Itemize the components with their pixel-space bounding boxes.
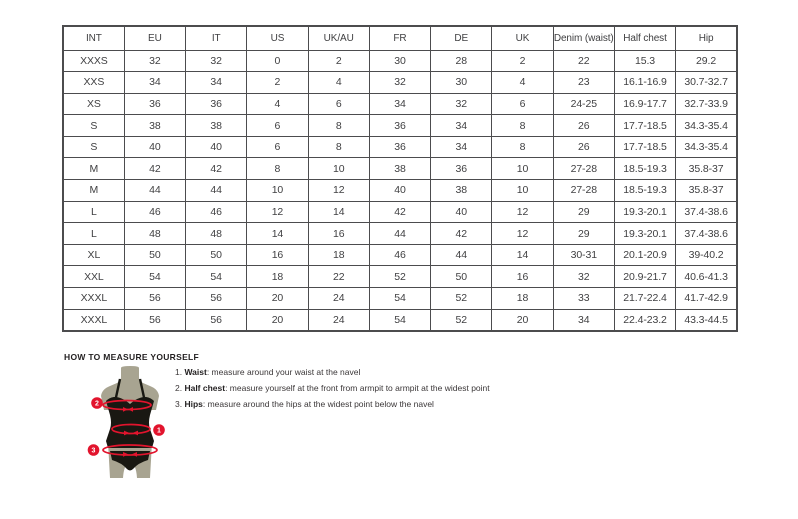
table-cell: L — [63, 201, 124, 223]
table-cell: 54 — [186, 266, 247, 288]
table-cell: 46 — [369, 244, 430, 266]
table-cell: 8 — [247, 158, 308, 180]
table-cell: 33 — [553, 288, 614, 310]
column-header: Denim (waist) — [553, 26, 614, 50]
table-row — [63, 288, 737, 310]
table-cell: 10 — [247, 180, 308, 202]
table-cell: M — [63, 180, 124, 202]
table-cell: 18 — [247, 266, 308, 288]
table-cell: 14 — [308, 201, 369, 223]
table-row — [63, 136, 737, 158]
table-cell: 32 — [186, 50, 247, 72]
table-cell: 29.2 — [676, 50, 737, 72]
table-cell: 22.4-23.2 — [614, 309, 675, 331]
table-cell: 36 — [186, 93, 247, 115]
measure-step-half-chest — [175, 384, 490, 393]
step-number: 3. — [175, 398, 185, 409]
table-cell: 16 — [247, 244, 308, 266]
table-cell: 14 — [492, 244, 553, 266]
step-text: : measure around your waist at the navel — [206, 367, 361, 377]
table-cell: 21.7-22.4 — [614, 288, 675, 310]
step-label: Half chest — [184, 382, 226, 393]
column-header: Hip — [676, 26, 737, 50]
table-row — [63, 266, 737, 288]
table-cell: XS — [63, 93, 124, 115]
table-cell: 12 — [492, 201, 553, 223]
table-cell: 46 — [186, 201, 247, 223]
table-row — [63, 158, 737, 180]
table-cell: 10 — [492, 158, 553, 180]
table-cell: 16 — [492, 266, 553, 288]
step-text: : measure yourself at the front from armpit to armpit at the widest point — [225, 382, 490, 393]
half-chest-badge — [91, 397, 103, 409]
table-cell: 15.3 — [614, 50, 675, 72]
table-row — [63, 244, 737, 266]
table-cell: 2 — [492, 50, 553, 72]
table-cell: 42 — [186, 158, 247, 180]
table-cell: 28 — [431, 50, 492, 72]
table-cell: M — [63, 158, 124, 180]
table-cell: 10 — [308, 158, 369, 180]
table-cell: 48 — [124, 223, 185, 245]
table-row — [63, 223, 737, 245]
table-cell: 16.9-17.7 — [614, 93, 675, 115]
table-cell: 32 — [431, 93, 492, 115]
table-cell: 14 — [247, 223, 308, 245]
table-cell: 42 — [369, 201, 430, 223]
table-cell: 37.4-38.6 — [676, 223, 737, 245]
table-cell: L — [63, 223, 124, 245]
table-row — [63, 50, 737, 72]
table-cell: 4 — [492, 72, 553, 94]
table-cell: 37.4-38.6 — [676, 201, 737, 223]
header-row — [63, 26, 737, 50]
table-cell: 42 — [124, 158, 185, 180]
table-cell: 18 — [492, 288, 553, 310]
table-cell: 6 — [247, 115, 308, 137]
table-cell: 2 — [247, 72, 308, 94]
table-cell: 30-31 — [553, 244, 614, 266]
table-cell: 40 — [431, 201, 492, 223]
table-cell: 6 — [308, 93, 369, 115]
table-cell: 12 — [308, 180, 369, 202]
table-cell: 24-25 — [553, 93, 614, 115]
table-cell: 35.8-37 — [676, 158, 737, 180]
table-cell: 34.3-35.4 — [676, 136, 737, 158]
table-cell: 4 — [308, 72, 369, 94]
table-cell: 46 — [124, 201, 185, 223]
table-cell: 40.6-41.3 — [676, 266, 737, 288]
table-cell: 41.7-42.9 — [676, 288, 737, 310]
table-cell: 30.7-32.7 — [676, 72, 737, 94]
size-chart-body — [63, 50, 737, 331]
table-cell: 30 — [431, 72, 492, 94]
table-cell: 20 — [492, 309, 553, 331]
svg-text:3: 3 — [91, 447, 96, 455]
column-header: IT — [186, 26, 247, 50]
table-cell: 8 — [492, 136, 553, 158]
column-header: US — [247, 26, 308, 50]
size-chart — [62, 25, 738, 332]
table-cell: 56 — [186, 309, 247, 331]
column-header: Half chest — [614, 26, 675, 50]
column-header: EU — [124, 26, 185, 50]
table-cell: 27-28 — [553, 180, 614, 202]
table-cell: 44 — [186, 180, 247, 202]
table-cell: 27-28 — [553, 158, 614, 180]
table-cell: 32 — [124, 50, 185, 72]
size-chart-table — [62, 25, 738, 332]
step-label: Waist — [184, 367, 207, 377]
table-cell: 22 — [553, 50, 614, 72]
table-cell: 44 — [431, 244, 492, 266]
column-header: INT — [63, 26, 124, 50]
table-cell: 18.5-19.3 — [614, 158, 675, 180]
table-cell: 16 — [308, 223, 369, 245]
table-cell: 8 — [308, 136, 369, 158]
table-row — [63, 309, 737, 331]
table-cell: 24 — [308, 309, 369, 331]
table-cell: 8 — [308, 115, 369, 137]
table-cell: 43.3-44.5 — [676, 309, 737, 331]
column-header: UK/AU — [308, 26, 369, 50]
table-cell: 6 — [247, 136, 308, 158]
step-number: 2. — [175, 382, 185, 393]
camisole — [106, 397, 154, 448]
table-cell: 48 — [186, 223, 247, 245]
table-cell: 38 — [431, 180, 492, 202]
table-cell: 32 — [553, 266, 614, 288]
table-cell: 26 — [553, 136, 614, 158]
table-cell: XXL — [63, 266, 124, 288]
table-cell: 24 — [308, 288, 369, 310]
column-header: UK — [492, 26, 553, 50]
table-row — [63, 72, 737, 94]
hips-badge — [88, 444, 100, 456]
table-cell: 32.7-33.9 — [676, 93, 737, 115]
table-cell: 17.7-18.5 — [614, 115, 675, 137]
table-cell: S — [63, 136, 124, 158]
table-cell: 34 — [186, 72, 247, 94]
table-cell: 19.3-20.1 — [614, 223, 675, 245]
table-cell: 44 — [369, 223, 430, 245]
table-cell: 34.3-35.4 — [676, 115, 737, 137]
column-header: FR — [369, 26, 430, 50]
table-cell: 20.9-21.7 — [614, 266, 675, 288]
table-cell: 38 — [186, 115, 247, 137]
table-cell: 34 — [431, 115, 492, 137]
table-cell: XL — [63, 244, 124, 266]
table-cell: 39-40.2 — [676, 244, 737, 266]
step-label: Hips — [184, 398, 203, 409]
waist-badge — [153, 424, 165, 436]
table-cell: 20.1-20.9 — [614, 244, 675, 266]
table-cell: 52 — [431, 288, 492, 310]
table-cell: 56 — [186, 288, 247, 310]
table-cell: 56 — [124, 309, 185, 331]
table-cell: 35.8-37 — [676, 180, 737, 202]
table-cell: XXS — [63, 72, 124, 94]
table-cell: 30 — [369, 50, 430, 72]
table-cell: 34 — [431, 136, 492, 158]
table-cell: 36 — [124, 93, 185, 115]
table-cell: 18.5-19.3 — [614, 180, 675, 202]
table-cell: 56 — [124, 288, 185, 310]
table-cell: 22 — [308, 266, 369, 288]
table-cell: 54 — [369, 309, 430, 331]
table-cell: XXXL — [63, 309, 124, 331]
table-cell: 29 — [553, 201, 614, 223]
table-cell: 32 — [369, 72, 430, 94]
table-cell: 10 — [492, 180, 553, 202]
svg-text:1: 1 — [157, 427, 161, 435]
table-cell: 0 — [247, 50, 308, 72]
table-cell: 4 — [247, 93, 308, 115]
table-row — [63, 201, 737, 223]
table-cell: 54 — [369, 288, 430, 310]
table-cell: 6 — [492, 93, 553, 115]
step-text: : measure around the hips at the widest point below the navel — [202, 398, 434, 409]
table-row — [63, 180, 737, 202]
table-cell: 36 — [431, 158, 492, 180]
table-cell: 36 — [369, 136, 430, 158]
table-row — [63, 115, 737, 137]
size-chart-header — [63, 26, 737, 50]
measurement-figure-illustration — [85, 366, 175, 480]
table-cell: 12 — [492, 223, 553, 245]
table-cell: 8 — [492, 115, 553, 137]
table-cell: 50 — [431, 266, 492, 288]
table-cell: 38 — [124, 115, 185, 137]
column-header: DE — [431, 26, 492, 50]
table-cell: 40 — [369, 180, 430, 202]
table-cell: 20 — [247, 309, 308, 331]
table-cell: XXXS — [63, 50, 124, 72]
table-cell: S — [63, 115, 124, 137]
table-cell: 42 — [431, 223, 492, 245]
svg-text:2: 2 — [95, 400, 99, 408]
table-row — [63, 93, 737, 115]
measure-instructions — [175, 368, 490, 415]
table-cell: 18 — [308, 244, 369, 266]
table-cell: 34 — [124, 72, 185, 94]
table-cell: 34 — [553, 309, 614, 331]
table-cell: 36 — [369, 115, 430, 137]
table-cell: 38 — [369, 158, 430, 180]
table-cell: 29 — [553, 223, 614, 245]
table-cell: 19.3-20.1 — [614, 201, 675, 223]
table-cell: 34 — [369, 93, 430, 115]
table-cell: 40 — [186, 136, 247, 158]
table-cell: 2 — [308, 50, 369, 72]
step-number: 1. — [175, 367, 185, 377]
table-cell: 50 — [186, 244, 247, 266]
table-cell: 44 — [124, 180, 185, 202]
table-cell: 12 — [247, 201, 308, 223]
table-cell: XXXL — [63, 288, 124, 310]
table-cell: 40 — [124, 136, 185, 158]
measure-section-title: HOW TO MEASURE YOURSELF — [64, 352, 200, 362]
measure-step-hips — [175, 400, 490, 409]
table-cell: 16.1-16.9 — [614, 72, 675, 94]
table-cell: 52 — [431, 309, 492, 331]
table-cell: 23 — [553, 72, 614, 94]
measure-step-waist — [175, 368, 490, 377]
table-cell: 26 — [553, 115, 614, 137]
table-cell: 50 — [124, 244, 185, 266]
table-cell: 17.7-18.5 — [614, 136, 675, 158]
table-cell: 54 — [124, 266, 185, 288]
table-cell: 52 — [369, 266, 430, 288]
table-cell: 20 — [247, 288, 308, 310]
